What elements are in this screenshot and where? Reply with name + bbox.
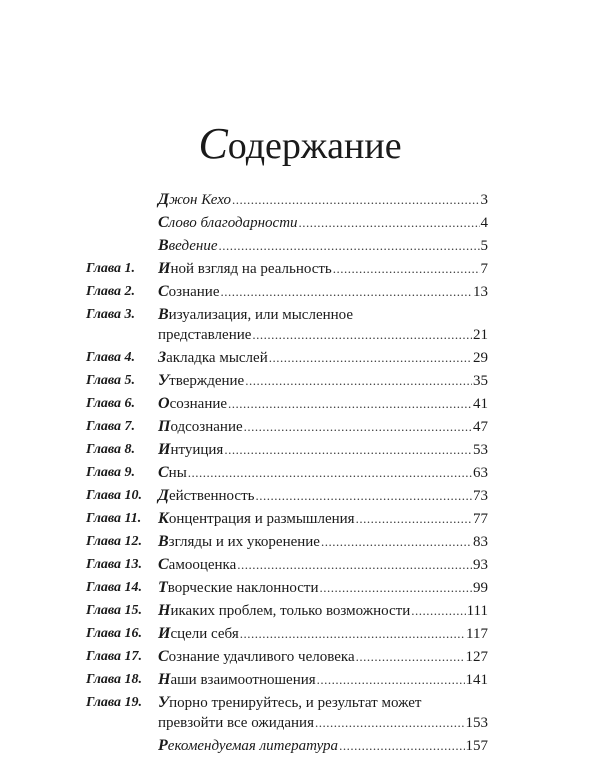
entry-initial: У xyxy=(158,694,170,711)
entry-title xyxy=(158,624,239,644)
toc-line xyxy=(158,348,488,368)
entry-initial: Д xyxy=(158,487,169,504)
toc-entry-chapter xyxy=(86,693,488,733)
leader-dots xyxy=(411,601,465,620)
chapter-label: Глава 4. xyxy=(86,350,136,365)
chapter-label: Глава 17. xyxy=(86,649,143,664)
page-number: 13 xyxy=(473,284,488,300)
leader-dots xyxy=(356,509,472,528)
leader-dots xyxy=(317,670,465,689)
toc-line xyxy=(158,305,488,325)
toc-entry-chapter xyxy=(86,371,488,391)
toc-entry-chapter xyxy=(86,578,488,598)
entry-title-text: сознание xyxy=(169,396,228,412)
leader-dots xyxy=(269,348,472,367)
entry-title-text: жон Кехо xyxy=(168,192,232,208)
entry-initial: З xyxy=(158,349,167,366)
entry-initial: П xyxy=(158,418,171,435)
entry-title-text: одсознание xyxy=(170,419,243,435)
leader-dots xyxy=(339,736,464,755)
entry-title xyxy=(158,693,421,713)
entry-title xyxy=(158,601,410,621)
page-number: 73 xyxy=(473,488,488,504)
entry-initial: Р xyxy=(158,737,168,754)
toc-line xyxy=(158,213,488,233)
toc-line xyxy=(158,440,488,460)
page-title xyxy=(0,119,600,168)
leader-dots xyxy=(232,190,479,209)
toc-line xyxy=(158,236,488,256)
entry-title-text: превзойти все ожидания xyxy=(158,715,314,731)
toc-entry-chapter xyxy=(86,348,488,368)
leader-dots xyxy=(240,624,465,643)
entry-title-text: ворческие наклонности xyxy=(167,580,319,596)
entry-initial: Д xyxy=(158,191,169,208)
entry-title xyxy=(158,305,353,325)
toc-line xyxy=(158,259,488,279)
entry-title xyxy=(158,532,320,552)
entry-title-text: тверждение xyxy=(169,373,245,389)
entry-title xyxy=(158,736,338,756)
page-number: 77 xyxy=(473,511,488,527)
entry-title-text: ной взгляд на реальность xyxy=(170,261,332,277)
toc-line xyxy=(158,601,488,621)
entry-title-text: нтуиция xyxy=(170,442,224,458)
page-number: 99 xyxy=(473,580,488,596)
chapter-label: Глава 9. xyxy=(86,465,136,480)
leader-dots xyxy=(333,259,480,278)
toc-entry-chapter xyxy=(86,647,488,667)
toc-line xyxy=(158,371,488,391)
entry-title-text: представление xyxy=(158,327,252,343)
page-number: 111 xyxy=(466,603,488,619)
entry-initial: С xyxy=(158,464,169,481)
toc-line xyxy=(158,693,488,713)
page-number: 157 xyxy=(465,738,488,754)
entry-title xyxy=(158,578,318,598)
page-number: 3 xyxy=(480,192,488,208)
entry-title-text: лово благодарности xyxy=(168,215,298,231)
page-number: 117 xyxy=(466,626,488,642)
toc-entry xyxy=(86,213,488,233)
title-rest: одержание xyxy=(227,125,402,167)
entry-title xyxy=(158,394,227,414)
entry-title-text: изуализация, или мысленное xyxy=(168,307,354,323)
entry-title xyxy=(158,348,268,368)
leader-dots xyxy=(252,325,472,344)
toc-entry xyxy=(86,736,488,756)
leader-dots xyxy=(221,282,473,301)
chapter-label: Глава 19. xyxy=(86,695,143,710)
page-number: 93 xyxy=(473,557,488,573)
leader-dots xyxy=(228,394,472,413)
chapter-label: Глава 1. xyxy=(86,261,136,276)
toc-line xyxy=(158,555,488,575)
toc-entry-chapter xyxy=(86,624,488,644)
leader-dots xyxy=(356,647,465,666)
entry-title-text: акладка мыслей xyxy=(166,350,268,366)
leader-dots xyxy=(299,213,480,232)
entry-title-text: ведение xyxy=(168,238,218,254)
leader-dots xyxy=(244,417,472,436)
toc-line xyxy=(158,394,488,414)
page-number: 21 xyxy=(473,327,488,343)
chapter-label: Глава 11. xyxy=(86,511,142,526)
toc-entry-chapter xyxy=(86,555,488,575)
entry-title xyxy=(158,371,244,391)
entry-initial: С xyxy=(158,214,169,231)
page-number: 47 xyxy=(473,419,488,435)
entry-initial: У xyxy=(158,372,170,389)
entry-title-text: ны xyxy=(168,465,187,481)
chapter-label: Глава 10. xyxy=(86,488,143,503)
page-number: 7 xyxy=(480,261,488,277)
entry-title xyxy=(158,509,355,529)
entry-title-text: згляды и их укоренение xyxy=(168,534,320,550)
entry-title-text: ейственность xyxy=(168,488,255,504)
entry-title xyxy=(158,486,254,506)
entry-initial: В xyxy=(158,306,169,323)
leader-dots xyxy=(237,555,472,574)
entry-title-text: ознание xyxy=(168,284,220,300)
entry-initial: И xyxy=(158,260,171,277)
entry-title xyxy=(158,282,220,302)
chapter-label: Глава 2. xyxy=(86,284,136,299)
chapter-label: Глава 13. xyxy=(86,557,143,572)
toc-entry xyxy=(86,236,488,256)
toc-entry-chapter xyxy=(86,259,488,279)
page-number: 4 xyxy=(480,215,488,231)
entry-title xyxy=(158,647,355,667)
toc-entry-chapter xyxy=(86,282,488,302)
toc-entry-chapter xyxy=(86,486,488,506)
entry-initial: С xyxy=(158,648,169,665)
chapter-label: Глава 7. xyxy=(86,419,136,434)
toc-entry-chapter xyxy=(86,601,488,621)
entry-initial: Н xyxy=(158,602,171,619)
entry-title-text: онцентрация и размышления xyxy=(168,511,355,527)
entry-title xyxy=(158,417,243,437)
entry-title xyxy=(158,440,223,460)
toc-entry xyxy=(86,190,488,210)
entry-initial: Т xyxy=(158,579,168,596)
entry-initial: И xyxy=(158,625,171,642)
entry-title xyxy=(158,463,187,483)
toc-line xyxy=(158,282,488,302)
leader-dots xyxy=(219,236,480,255)
leader-dots xyxy=(255,486,472,505)
toc-line xyxy=(158,624,488,644)
entry-title-text: амооценка xyxy=(168,557,237,573)
entry-title xyxy=(158,714,314,733)
toc-line xyxy=(158,532,488,552)
toc-line xyxy=(158,713,488,733)
toc-line xyxy=(158,509,488,529)
toc-entry-chapter xyxy=(86,440,488,460)
entry-initial: С xyxy=(158,283,169,300)
page-number: 83 xyxy=(473,534,488,550)
entry-initial: Н xyxy=(158,671,171,688)
entry-title-text: аши взаимоотношения xyxy=(170,672,316,688)
leader-dots xyxy=(224,440,472,459)
page-number: 141 xyxy=(465,672,488,688)
entry-initial: В xyxy=(158,533,169,550)
toc-line xyxy=(158,417,488,437)
entry-title-text: порно тренируйтесь, и результат может xyxy=(169,695,422,711)
entry-title-text: ознание удачливого человека xyxy=(168,649,355,665)
title-initial: С xyxy=(198,119,228,168)
page-number: 5 xyxy=(480,238,488,254)
chapter-label: Глава 14. xyxy=(86,580,143,595)
page-number: 53 xyxy=(473,442,488,458)
page-number: 29 xyxy=(473,350,488,366)
leader-dots xyxy=(245,371,472,390)
chapter-label: Глава 15. xyxy=(86,603,143,618)
toc-entry-chapter xyxy=(86,509,488,529)
chapter-label: Глава 5. xyxy=(86,373,136,388)
chapter-label: Глава 3. xyxy=(86,307,136,322)
entry-title-text: икаких проблем, только возможности xyxy=(170,603,411,619)
page-number: 63 xyxy=(473,465,488,481)
toc-entry-chapter xyxy=(86,532,488,552)
table-of-contents xyxy=(86,190,488,759)
page-number: 153 xyxy=(465,715,488,731)
toc-entry-chapter xyxy=(86,463,488,483)
page-number: 127 xyxy=(465,649,488,665)
toc-entry-chapter xyxy=(86,305,488,345)
entry-title xyxy=(158,259,332,279)
toc-line xyxy=(158,325,488,345)
entry-initial: И xyxy=(158,441,171,458)
entry-title xyxy=(158,555,236,575)
chapter-label: Глава 6. xyxy=(86,396,136,411)
entry-initial: В xyxy=(158,237,169,254)
chapter-label: Глава 12. xyxy=(86,534,143,549)
toc-line xyxy=(158,190,488,210)
toc-entry-chapter xyxy=(86,417,488,437)
page-number: 35 xyxy=(473,373,488,389)
leader-dots xyxy=(188,463,472,482)
chapter-label: Глава 8. xyxy=(86,442,136,457)
entry-title xyxy=(158,213,298,233)
entry-title-text: сцели себя xyxy=(170,626,239,642)
leader-dots xyxy=(315,713,465,732)
toc-line xyxy=(158,736,488,756)
chapter-label: Глава 18. xyxy=(86,672,143,687)
chapter-label: Глава 16. xyxy=(86,626,143,641)
toc-line xyxy=(158,463,488,483)
toc-line xyxy=(158,670,488,690)
entry-initial: К xyxy=(158,510,169,527)
leader-dots xyxy=(321,532,472,551)
toc-line xyxy=(158,578,488,598)
entry-title xyxy=(158,670,316,690)
page-number: 41 xyxy=(473,396,488,412)
entry-initial: С xyxy=(158,556,169,573)
entry-title xyxy=(158,326,251,345)
toc-line xyxy=(158,486,488,506)
entry-title-text: екомендуемая литература xyxy=(167,738,339,754)
toc-entry-chapter xyxy=(86,670,488,690)
toc-entry-chapter xyxy=(86,394,488,414)
entry-title xyxy=(158,190,231,210)
entry-title xyxy=(158,236,218,256)
toc-line xyxy=(158,647,488,667)
leader-dots xyxy=(319,578,472,597)
entry-initial: О xyxy=(158,395,170,412)
